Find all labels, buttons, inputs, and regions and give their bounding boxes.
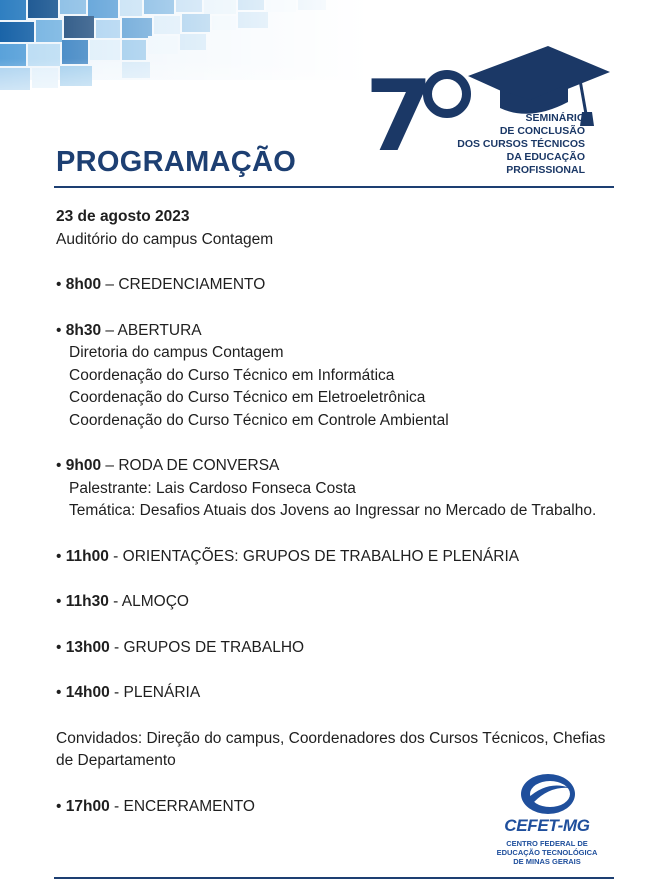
- decorative-mosaic: [0, 0, 370, 130]
- schedule-title: PLENÁRIA: [123, 684, 201, 701]
- institution-logo: [492, 772, 612, 872]
- institution-name-line: CENTRO FEDERAL DE: [506, 839, 588, 848]
- schedule-time: 11h00: [65, 547, 109, 565]
- schedule-separator: -: [108, 547, 123, 565]
- schedule-detail: Palestrante: Lais Cardoso Fonseca Costa: [69, 479, 356, 497]
- institution-name-line: DE MINAS GERAIS: [513, 857, 581, 866]
- page-title: PROGRAMAÇÃO: [56, 146, 297, 178]
- schedule-time: 9h00: [65, 457, 102, 474]
- schedule-item: [56, 637, 626, 660]
- schedule-item: [56, 320, 626, 433]
- schedule-detail: Coordenação do Curso Técnico em Informática: [69, 366, 395, 384]
- schedule-time: 17h00: [65, 797, 110, 815]
- bullet: •: [56, 321, 62, 339]
- schedule-detail: Coordenação do Curso Técnico em Controle Ambiental: [69, 411, 449, 429]
- bullet: •: [56, 638, 62, 656]
- schedule-separator: -: [108, 593, 122, 610]
- schedule-separator: –: [101, 276, 119, 293]
- schedule-item-line: [56, 682, 626, 705]
- schedule-title: ORIENTAÇÕES: GRUPOS DE TRABALHO E PLENÁRIA: [122, 547, 520, 565]
- schedule-title: CREDENCIAMENTO: [118, 276, 266, 293]
- schedule-time: 14h00: [65, 684, 110, 701]
- schedule-separator: -: [109, 638, 124, 656]
- event-subtitle: [425, 112, 585, 177]
- institution-full-name: [492, 839, 602, 866]
- schedule-separator: -: [109, 797, 124, 815]
- bullet: •: [56, 797, 62, 815]
- schedule-time: 8h30: [65, 321, 102, 339]
- schedule-title: RODA DE CONVERSA: [118, 457, 280, 474]
- bullet: •: [56, 547, 62, 565]
- bullet: •: [56, 593, 62, 610]
- schedule-title: GRUPOS DE TRABALHO: [123, 638, 305, 656]
- schedule-item-line: [56, 637, 626, 660]
- seminar-logo: [365, 42, 625, 187]
- schedule-separator: –: [101, 321, 118, 339]
- schedule-item-line: [56, 320, 626, 343]
- bullet: •: [56, 276, 62, 293]
- event-location: Auditório do campus Contagem: [56, 230, 274, 248]
- schedule-item: [56, 546, 626, 569]
- schedule-title: ENCERRAMENTO: [123, 797, 255, 815]
- schedule-item-line: [56, 274, 626, 297]
- schedule-item: [56, 455, 626, 523]
- schedule-item: [56, 682, 626, 705]
- bullet: •: [56, 684, 62, 701]
- subtitle-line: DA EDUCAÇÃO PROFISSIONAL: [506, 151, 585, 176]
- schedule-list: [56, 274, 626, 705]
- guests-note: Convidados: Direção do campus, Coordenadores dos Cursos Técnicos, Chefias de Departamento: [56, 729, 606, 769]
- header-divider: [54, 186, 614, 188]
- schedule-time: 13h00: [65, 638, 110, 656]
- schedule-item-line: [56, 455, 626, 478]
- event-date: 23 de agosto 2023: [56, 208, 190, 225]
- footer-divider: [54, 877, 614, 879]
- schedule-title: ABERTURA: [117, 321, 202, 339]
- edition-number: 7: [365, 60, 434, 174]
- schedule-title: ALMOÇO: [121, 593, 189, 610]
- schedule-detail: Temática: Desafios Atuais dos Jovens ao Ingressar no Mercado de Trabalho.: [69, 502, 597, 519]
- cefet-emblem-icon: [520, 772, 576, 816]
- schedule-detail: Coordenação do Curso Técnico em Eletroeletrônica: [69, 389, 426, 406]
- schedule-time: 11h30: [65, 593, 109, 610]
- subtitle-line: DOS CURSOS TÉCNICOS: [457, 138, 585, 150]
- schedule-separator: –: [101, 457, 119, 474]
- subtitle-line: SEMINÁRIO: [525, 112, 585, 124]
- schedule-item: [56, 591, 626, 614]
- institution-name-line: EDUCAÇÃO TECNOLÓGICA: [496, 848, 598, 857]
- program-content: [56, 206, 626, 818]
- schedule-separator: -: [109, 684, 124, 701]
- subtitle-line: DE CONCLUSÃO: [499, 125, 585, 137]
- bullet: •: [56, 457, 62, 474]
- schedule-time: 8h00: [65, 276, 102, 293]
- schedule-item: [56, 274, 626, 297]
- schedule-item-line: [56, 591, 626, 614]
- schedule-item-line: [56, 546, 626, 569]
- schedule-detail: Diretoria do campus Contagem: [69, 344, 284, 361]
- institution-name: CEFET-MG: [504, 816, 590, 835]
